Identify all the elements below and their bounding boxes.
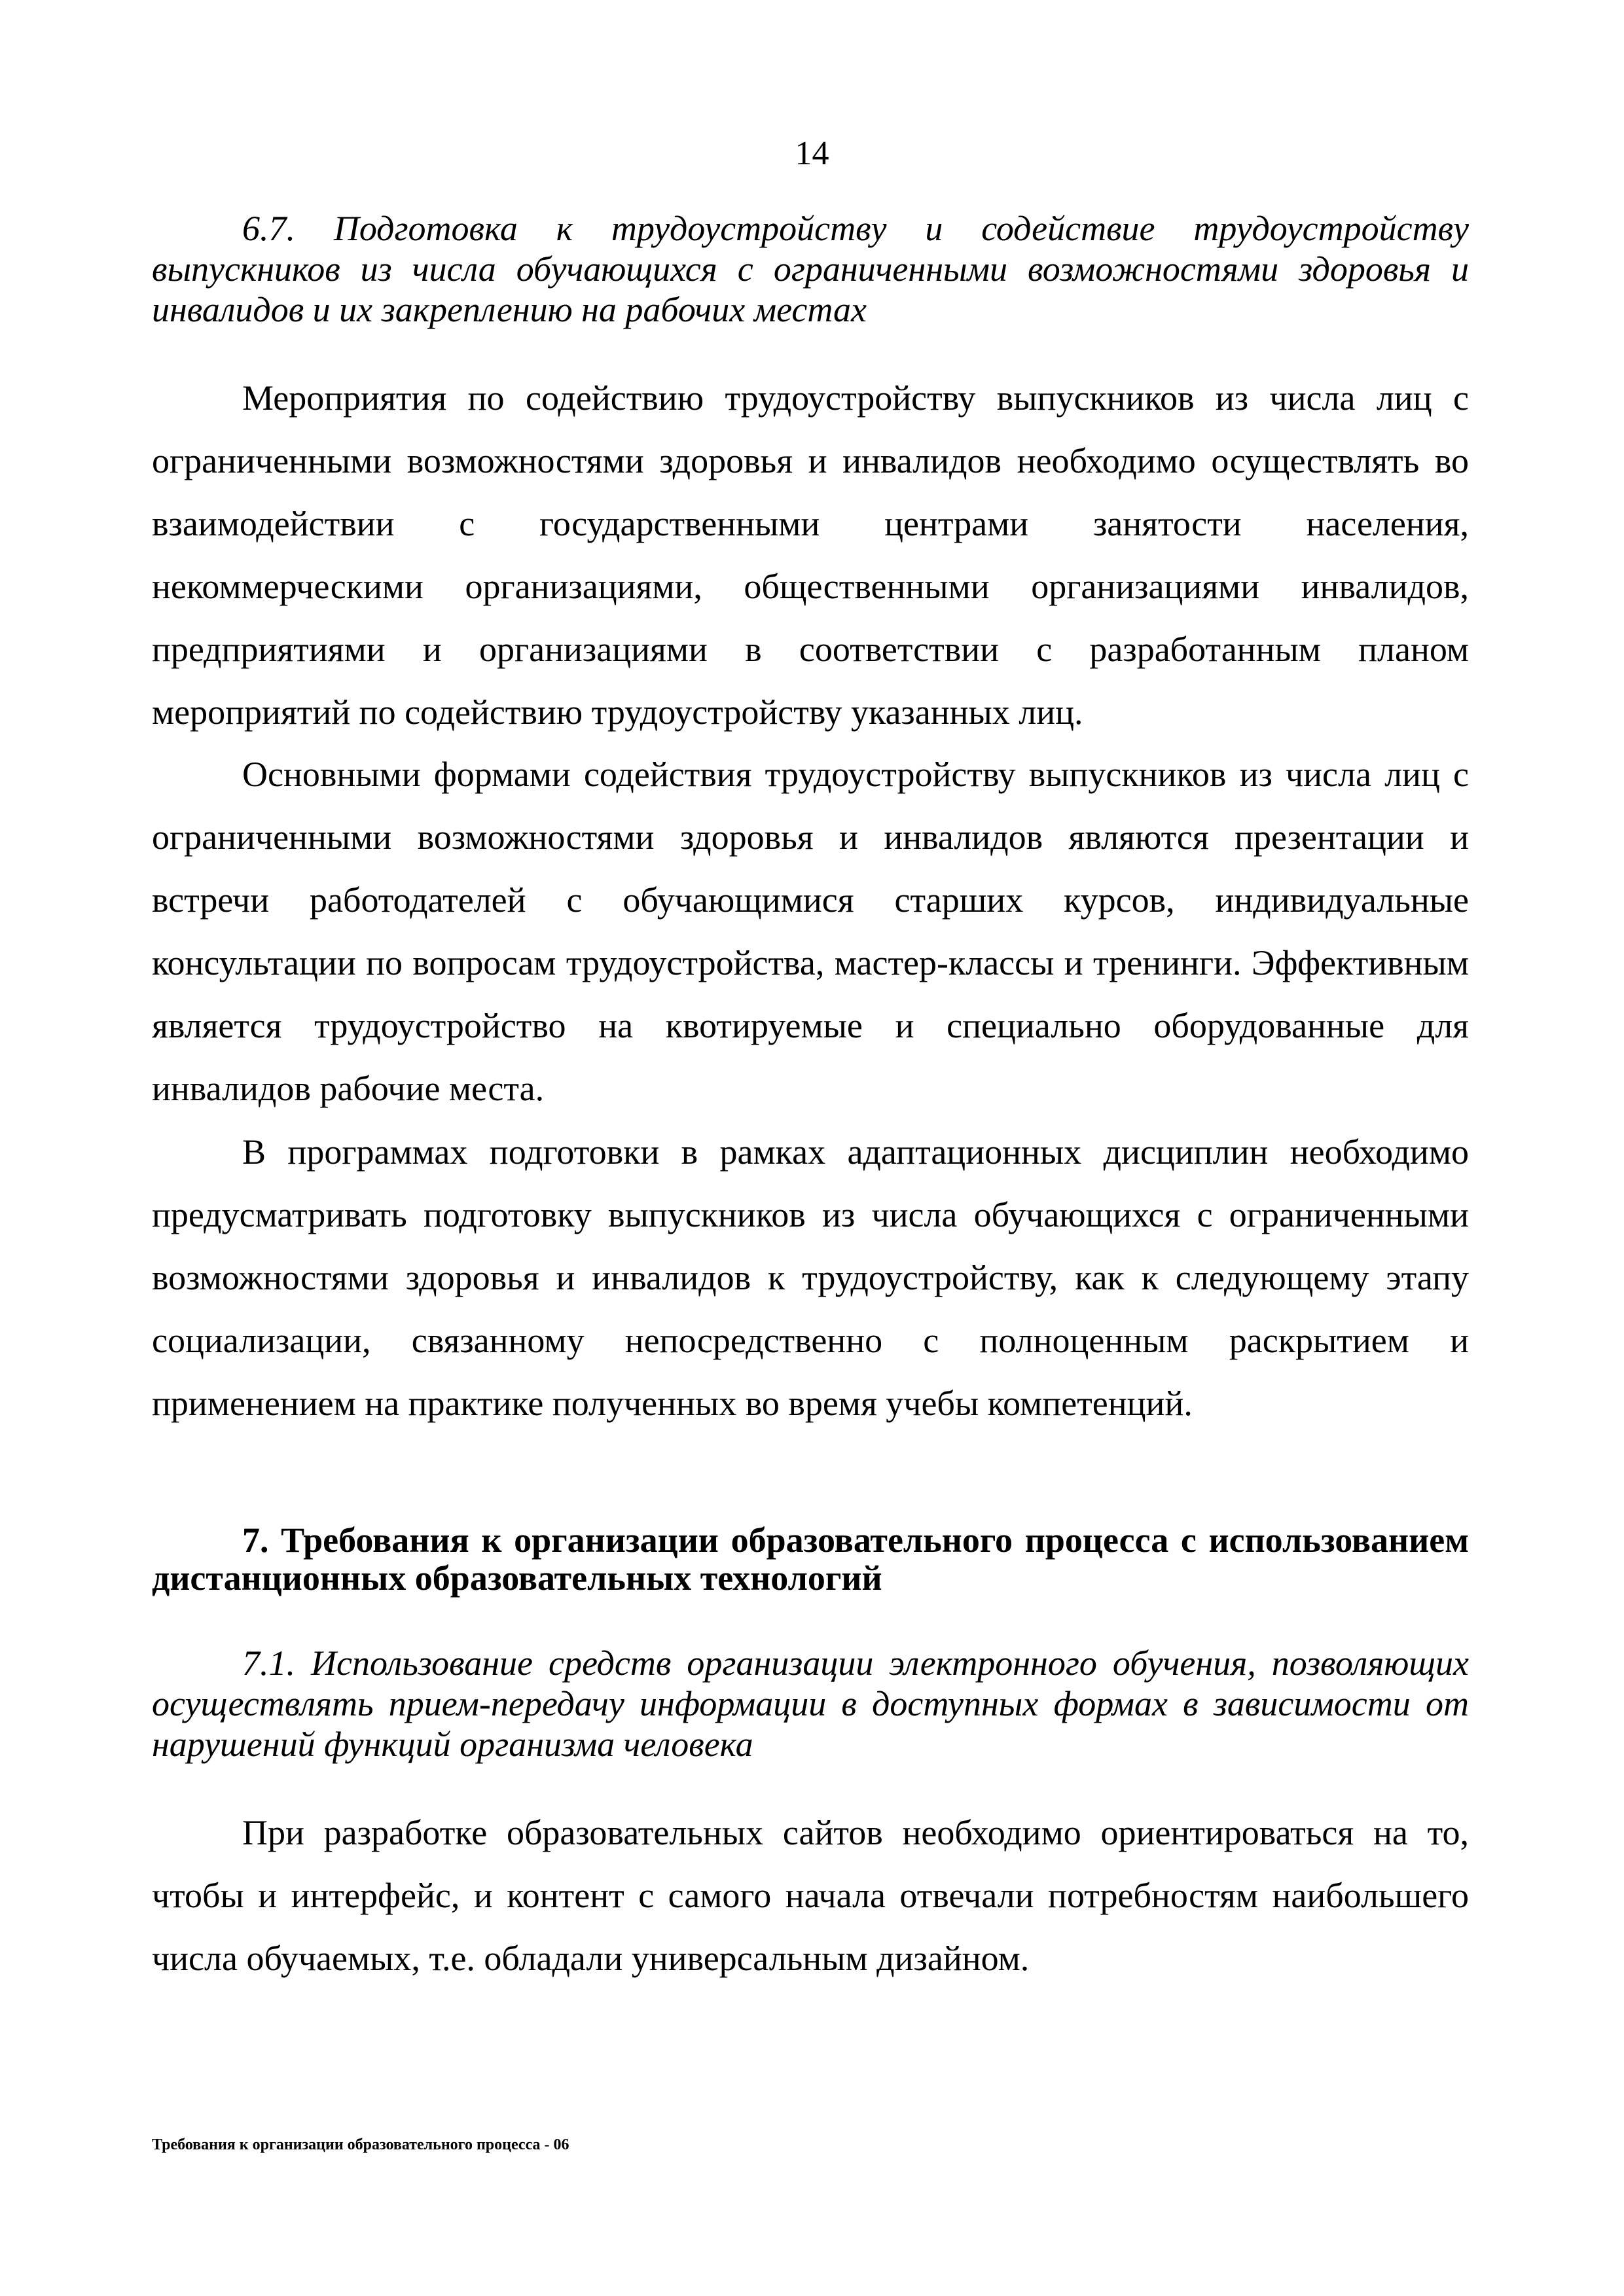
page-number: 14	[795, 135, 829, 172]
paragraph: При разработке образовательных сайтов необходимо ориентироваться на то, чтобы и интерфейс, и контент с самого начала отвечали потребностям наибольшего числа обучаемых, т.е. обладали универсальным дизайном.	[152, 1813, 1469, 1978]
section-7-1	[152, 1643, 1469, 1765]
section-heading-6-7: 6.7. Подготовка к трудоустройству и содействие трудоустройству выпускников из числа обучающихся с ограниченными возможностями здоровья и инвалидов и их закреплению на рабочих местах	[152, 209, 1469, 329]
section-6-7-body-2	[152, 743, 1469, 1120]
section-6-7	[152, 208, 1469, 330]
section-heading-7-1: 7.1. Использование средств организации электронного обучения, позволяющих осуществлять прием-передачу информации в доступных формах в зависимости от нарушений функций организма человека	[152, 1643, 1469, 1764]
footer: Требования к организации образовательного процесса - 06	[152, 2136, 569, 2153]
paragraph: В программах подготовки в рамках адаптационных дисциплин необходимо предусматривать подготовку выпускников из числа обучающихся с ограниченными возможностями здоровья и инвалидов к трудоустройству, как к следующему этапу социализации, связанному непосредственно с полноценным раскрытием и применением на практике полученных во время учебы компетенций.	[152, 1132, 1469, 1423]
section-6-7-body-3	[152, 1121, 1469, 1435]
section-6-7-body	[152, 367, 1469, 744]
section-heading-7: 7. Требования к организации образовательного процесса с использованием дистанционных образовательных технологий	[152, 1520, 1469, 1598]
paragraph: Основными формами содействия трудоустройству выпускников из числа лиц с ограниченными возможностями здоровья и инвалидов являются презентации и встречи работодателей с обучающимися старших курсов, индивидуальные консультации по вопросам трудоустройства, мастер-классы и тренинги. Эффективным является трудоустройство на квотируемые и специально оборудованные для инвалидов рабочие места.	[152, 755, 1469, 1108]
section-7	[152, 1521, 1469, 1597]
section-7-1-body	[152, 1801, 1469, 1990]
paragraph: Мероприятия по содействию трудоустройству выпускников из числа лиц с ограниченными возможностями здоровья и инвалидов необходимо осуществлять во взаимодействии с государственными центрами занятости населения, некоммерческими организациями, общественными организациями инвалидов, предприятиями и организациями в соответствии с разработанным планом мероприятий по содействию трудоустройству указанных лиц.	[152, 378, 1469, 732]
